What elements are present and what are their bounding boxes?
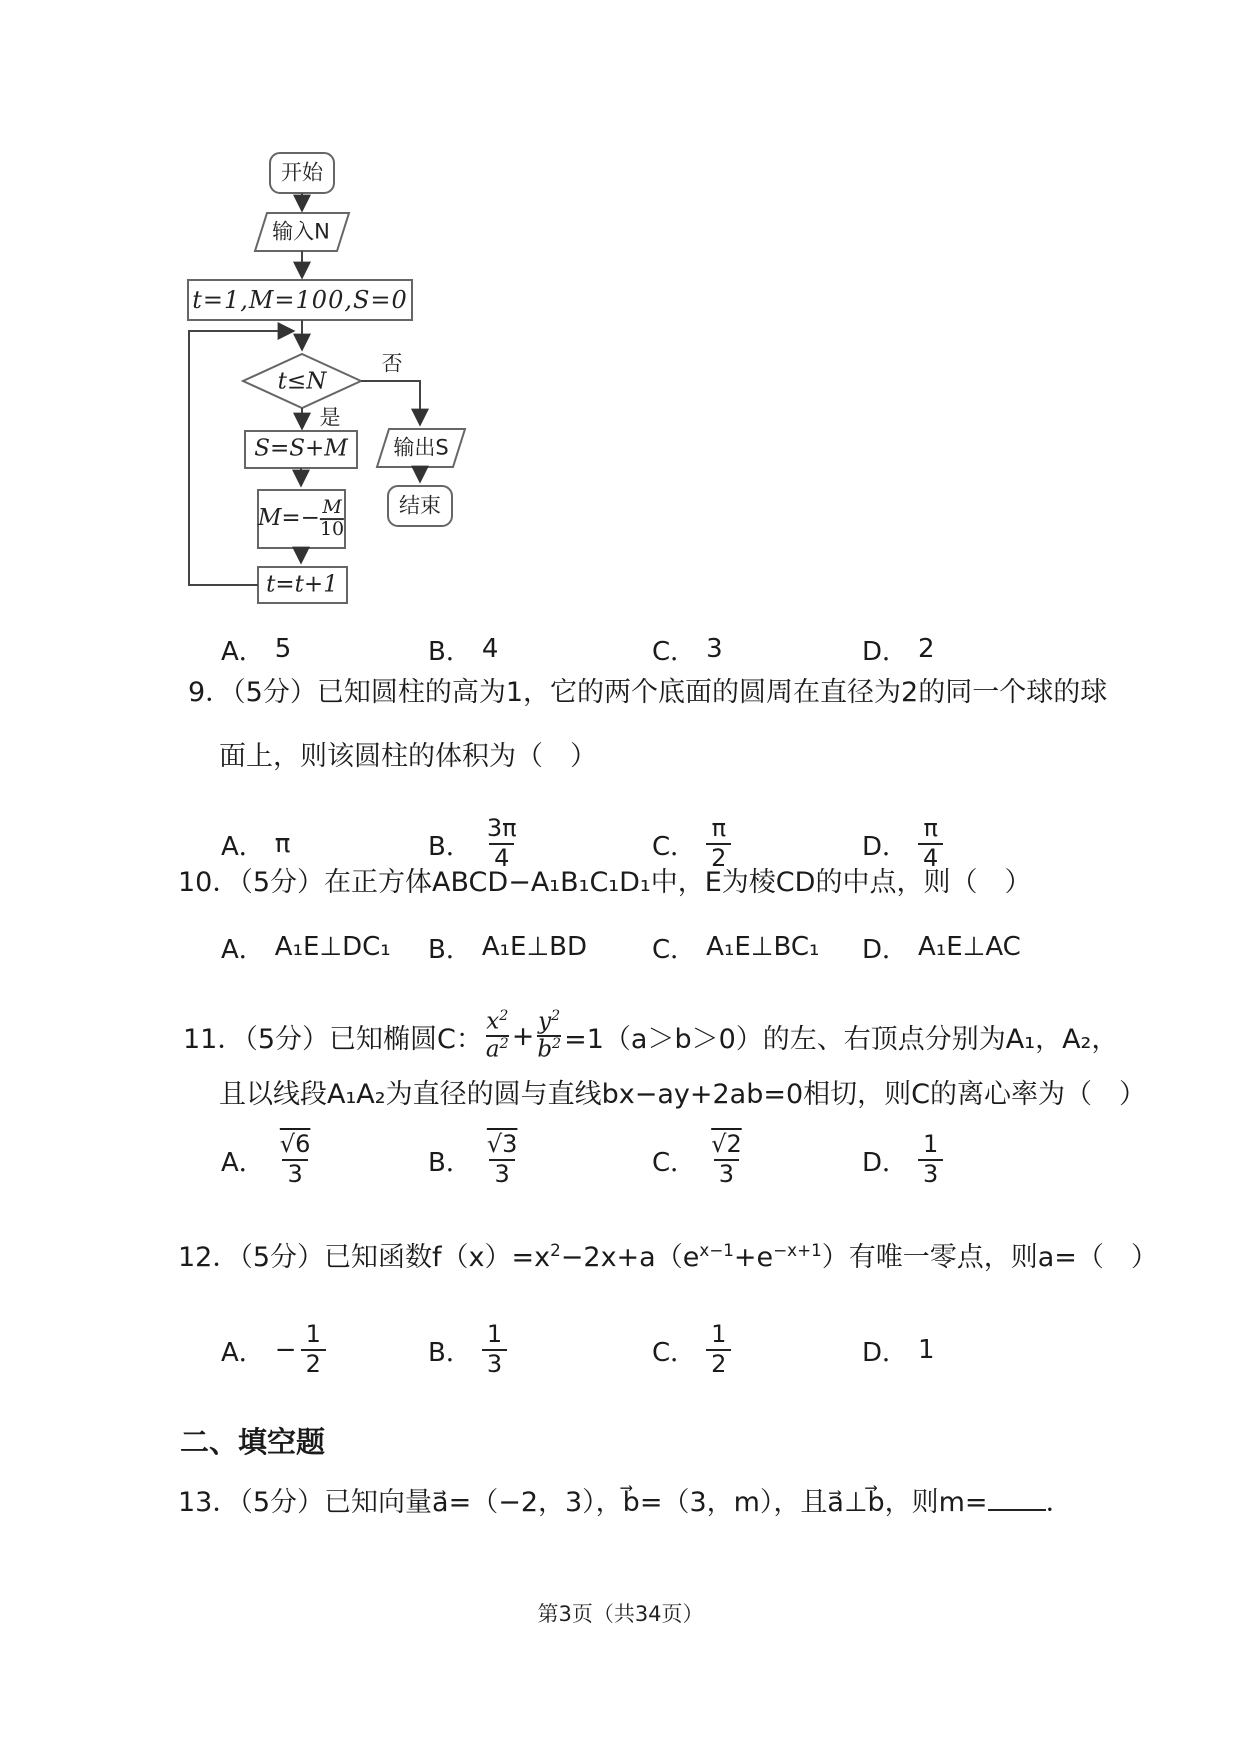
- question-11-line-2: 且以线段A₁A₂为直径的圆与直线bx−ay+2ab=0相切，则C的离心率为（ ）: [219, 1079, 1146, 1110]
- option-b-value: 4: [481, 634, 499, 664]
- option-b-label: B．: [428, 636, 472, 667]
- q11-option-d-denominator: 3: [918, 1159, 943, 1189]
- option-d-value: 2: [918, 634, 935, 664]
- flowchart-question-options-row: [221, 632, 1161, 666]
- option-d-label: D．: [862, 636, 909, 667]
- q12-option-b-denominator: 3: [482, 1349, 507, 1379]
- question-13-text: [178, 1482, 1073, 1520]
- flowchart-output-label: 输出S: [393, 435, 449, 460]
- q11-option-a-label: A．: [221, 1147, 265, 1178]
- update-m-denominator: 10: [319, 518, 345, 540]
- q12-seg1: 12．（5分）已知函数f（x）=x: [178, 1242, 551, 1273]
- q9-option-a-label: A．: [221, 831, 265, 862]
- q10-option-c-value: A₁E⊥BC₁: [706, 932, 820, 962]
- q10-option-b-label: B．: [428, 934, 472, 965]
- q10-option-a-label: A．: [221, 934, 265, 965]
- q11-fraction-x: [486, 1009, 509, 1063]
- q13-stem: 13．（5分）已知向量a⃗=（−2，3），b⃗=（3，m），且a⃗⊥b⃗，则m=: [178, 1487, 988, 1518]
- q11-option-c-numerator: √2: [711, 1130, 742, 1159]
- option-c: [652, 632, 723, 666]
- question-11-options-row: [221, 1122, 1161, 1198]
- q10-option-c: [652, 930, 819, 964]
- q11-option-b: [428, 1122, 522, 1198]
- q11-option-a-fraction: [275, 1131, 316, 1188]
- q10-option-d-label: D．: [862, 934, 909, 965]
- q11-option-b-denominator: 3: [489, 1159, 514, 1189]
- update-m-numerator: M: [322, 496, 342, 519]
- flowchart-end-label: 结束: [399, 493, 441, 518]
- q10-option-d: [862, 930, 1021, 964]
- q11-option-a: [221, 1122, 315, 1198]
- flowchart-input-label: 输入N: [272, 219, 330, 244]
- q12-sup1: 2: [550, 1240, 561, 1260]
- flowchart-increment-label: t=t+1: [266, 571, 338, 598]
- option-d: [862, 632, 935, 666]
- q11-option-c: [652, 1122, 747, 1198]
- q11-fraction-y-numerator: $y^2$: [538, 1008, 561, 1035]
- q12-option-c-numerator: 1: [711, 1320, 727, 1349]
- q9-option-b-denominator: 4: [489, 843, 514, 873]
- q11-option-d-label: D．: [862, 1147, 909, 1178]
- q11-option-d-numerator: 1: [923, 1130, 939, 1159]
- section-2-title: 二、填空题: [180, 1425, 326, 1459]
- q12-option-b-fraction: [482, 1321, 507, 1378]
- q11-option-b-numerator: √3: [486, 1130, 518, 1159]
- option-a-value: 5: [274, 634, 292, 664]
- q12-option-c-denominator: 2: [706, 1349, 731, 1379]
- question-10-options-row: [221, 930, 1161, 964]
- q12-option-a-denominator: 2: [301, 1349, 326, 1379]
- q12-sup2: x−1: [699, 1240, 734, 1260]
- q9-option-d-denominator: 4: [918, 843, 943, 873]
- q12-option-a-fraction: [301, 1321, 326, 1378]
- question-9-line-2: 面上，则该圆柱的体积为（ ）: [219, 741, 597, 772]
- flowchart-condition-label: t≤N: [277, 368, 327, 395]
- q11-option-b-label: B．: [428, 1147, 472, 1178]
- q12-seg3: +e: [733, 1242, 774, 1273]
- q13-answer-blank: [988, 1482, 1046, 1511]
- q11-option-a-denominator: 3: [282, 1159, 307, 1189]
- q12-option-a: [221, 1312, 326, 1388]
- option-b: [428, 632, 498, 666]
- flowchart-update-m-label: [258, 498, 344, 540]
- q9-option-b-fraction: [482, 815, 522, 872]
- q13-period: ．: [1045, 1487, 1073, 1518]
- q12-sup3: −x+1: [773, 1240, 822, 1260]
- q12-option-c-fraction: [706, 1321, 731, 1378]
- q10-option-b-value: A₁E⊥BD: [481, 932, 587, 962]
- q9-option-c-fraction: [706, 815, 731, 872]
- q11-prefix: 11．（5分）已知椭圆C：: [183, 1023, 483, 1055]
- q11-fraction-y: [537, 1009, 561, 1063]
- q12-option-d-label: D．: [862, 1337, 909, 1368]
- q9-option-c-label: C．: [652, 831, 697, 862]
- q12-option-d: [862, 1312, 935, 1388]
- algorithm-flowchart: [170, 133, 470, 611]
- option-a-label: A．: [221, 636, 265, 667]
- q12-option-d-value: 1: [918, 1335, 935, 1365]
- q10-option-c-label: C．: [652, 934, 697, 965]
- q12-seg4: ）有唯一零点，则a=（ ）: [821, 1242, 1158, 1273]
- q12-option-b: [428, 1312, 507, 1388]
- q11-plus-sign: +: [511, 1020, 535, 1052]
- question-10-text: 10．（5分）在正方体ABCD−A₁B₁C₁D₁中，E为棱CD的中点，则（ ）: [178, 867, 1032, 898]
- update-m-prefix: M=−: [257, 505, 320, 531]
- q10-option-a-value: A₁E⊥DC₁: [274, 932, 391, 962]
- q12-seg2: −2x+a（e: [560, 1242, 700, 1273]
- arrow-condition-no: [361, 381, 420, 423]
- q9-option-b-numerator: 3π: [486, 814, 517, 843]
- update-m-fraction: [320, 498, 344, 540]
- q9-option-c-numerator: π: [711, 814, 727, 843]
- q12-option-b-label: B．: [428, 1337, 472, 1368]
- question-12-text: [178, 1240, 1158, 1275]
- q10-option-a: [221, 930, 391, 964]
- q9-option-c-denominator: 2: [706, 843, 731, 873]
- q11-fraction-y-denominator: $b^2$: [537, 1036, 562, 1063]
- q12-option-c-label: C．: [652, 1337, 697, 1368]
- flowchart-init-label: t=1,M=100,S=0: [192, 286, 408, 314]
- q12-option-b-numerator: 1: [486, 1320, 503, 1349]
- question-9-line-1: 9．（5分）已知圆柱的高为1，它的两个底面的圆周在直径为2的同一个球的球: [188, 677, 1108, 708]
- q10-option-d-value: A₁E⊥AC: [918, 932, 1021, 962]
- option-c-label: C．: [652, 636, 697, 667]
- q12-option-a-sign: −: [274, 1335, 297, 1365]
- flowchart-no-label: 否: [381, 351, 403, 376]
- q9-option-b-label: B．: [428, 831, 472, 862]
- q9-option-d-label: D．: [862, 831, 909, 862]
- q10-option-b: [428, 930, 587, 964]
- q11-option-c-denominator: 3: [714, 1159, 739, 1189]
- option-c-value: 3: [706, 634, 723, 664]
- q11-option-d-fraction: [918, 1131, 943, 1188]
- q11-option-c-fraction: [706, 1131, 747, 1188]
- page-footer: 第3页（共34页）: [537, 1602, 704, 1626]
- flowchart-start-label: 开始: [281, 160, 323, 185]
- flowchart-yes-label: 是: [319, 405, 341, 430]
- q11-suffix: =1（a＞b＞0）的左、右顶点分别为A₁，A₂，: [564, 1023, 1119, 1055]
- q11-option-b-fraction: [482, 1131, 523, 1188]
- q11-option-c-label: C．: [652, 1147, 697, 1178]
- option-a: [221, 632, 291, 666]
- q11-option-d: [862, 1122, 943, 1198]
- q9-option-d-fraction: [918, 815, 943, 872]
- q11-fraction-x-denominator: $a^2$: [485, 1036, 509, 1063]
- q12-option-c: [652, 1312, 731, 1388]
- q11-fraction-x-numerator: $x^2$: [486, 1008, 509, 1035]
- q9-option-a-value: π: [274, 829, 291, 859]
- q9-option-d-numerator: π: [923, 814, 938, 843]
- q12-option-a-label: A．: [221, 1337, 265, 1368]
- q11-option-a-numerator: √6: [279, 1130, 311, 1159]
- flowchart-accumulate-label: S=S+M: [254, 435, 348, 462]
- q12-option-a-numerator: 1: [305, 1320, 321, 1349]
- question-12-options-row: [221, 1312, 1161, 1388]
- question-11-line-1: [183, 992, 1118, 1080]
